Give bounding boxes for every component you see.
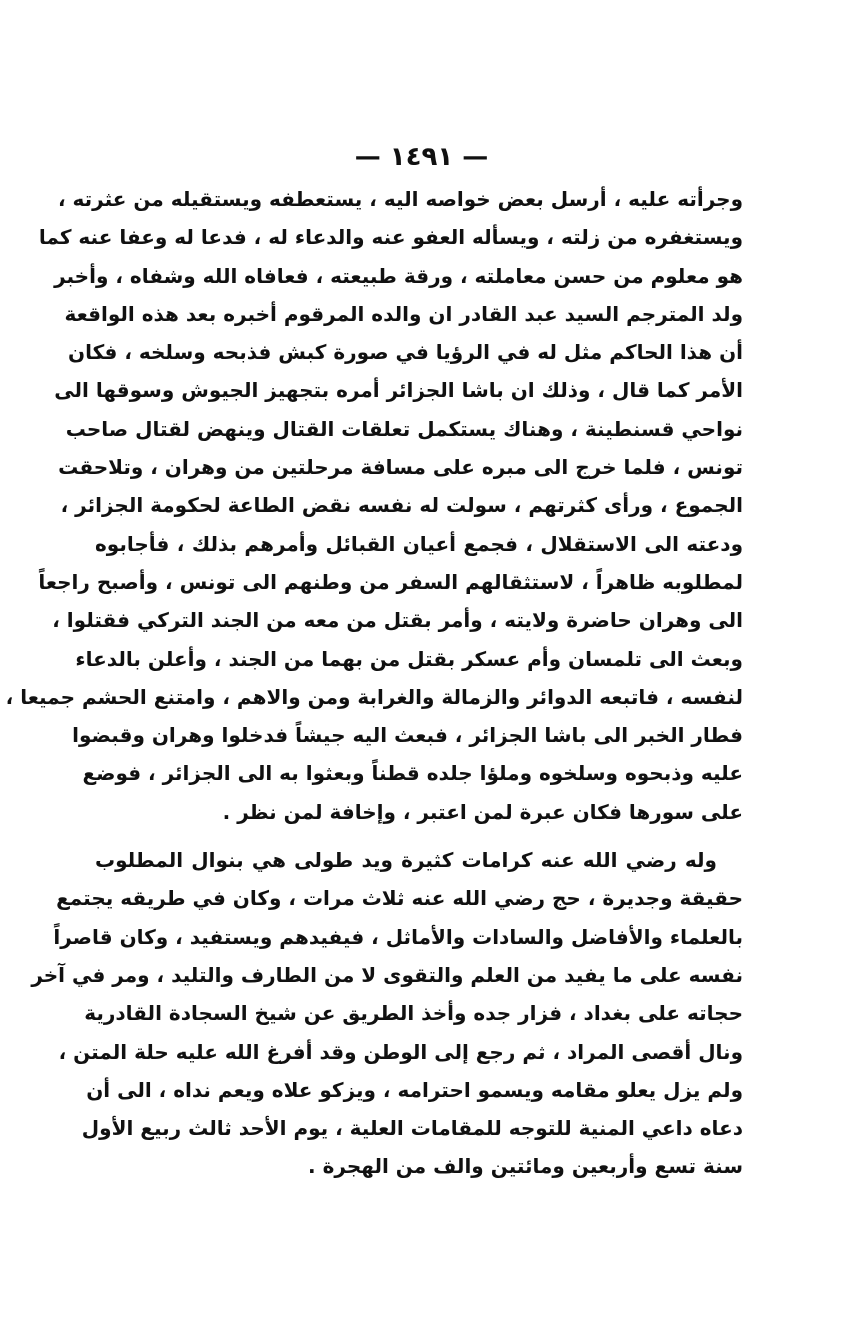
text-line: الجموع ، ورأى كثرتهم ، سولت له نفسه نقض الطاعة لحكومة الجزائر ، <box>60 493 743 518</box>
text-line: بالعلماء والأفاضل والسادات والأماثل ، فيفيدهم ويستفيد ، وكان قاصراً <box>53 924 743 949</box>
text-line: سنة تسع وأربعين ومائتين والف من الهجرة . <box>308 1154 743 1179</box>
text-line: لنفسه ، فاتبعه الدوائر والزمالة والغرابة ومن والاهم ، وامتنع الحشم جميعا ، <box>5 684 743 709</box>
text-line: فطار الخبر الى باشا الجزائر ، فبعث اليه جيشاً فدخلوا وهران وقبضوا <box>72 723 743 748</box>
text-line: وبعث الى تلمسان وأم عسكر بقتل من بهما من الجند ، وأعلن بالدعاء <box>75 646 743 671</box>
text-line: عليه وذبحوه وسلخوه وملؤا جلده قطناً وبعثوا به الى الجزائر ، فوضع <box>82 761 743 786</box>
text-line: ولد المترجم السيد عبد القادر ان والده المرقوم أخبره بعد هذه الواقعة <box>64 301 743 326</box>
text-line: دعاه داعي المنية للتوجه للمقامات العلية ، يوم الأحد ثالث ربيع الأول <box>81 1116 743 1141</box>
page-number: — ١٤٩١ — <box>354 142 489 172</box>
text-line: نفسه على ما يفيد من العلم والتقوى لا من الطارف والتليد ، ومر في آخر <box>31 962 743 987</box>
text-line: على سورها فكان عبرة لمن اعتبر ، وإخافة لمن نظر . <box>222 799 743 824</box>
text-line: هو معلوم من حسن معاملته ، ورقة طبيعته ، فعافاه الله وشفاه ، وأخبر <box>54 263 743 288</box>
text-line: وله رضي الله عنه كرامات كثيرة ويد طولى هي بنوال المطلوب <box>95 848 717 873</box>
paragraph <box>31 841 743 1186</box>
text-line: نواحي قسنطينة ، وهناك يستكمل تعلقات القتال وينهض لقتال صاحب <box>65 416 743 441</box>
text-line: حقيقة وجديرة ، حج رضي الله عنه ثلاث مرات ، وكان في طريقه يجتمع <box>56 886 743 911</box>
text-body <box>5 180 743 1186</box>
text-line: ويستغفره من زلته ، ويسأله العفو عنه والدعاء له ، فدعا له وعفا عنه كما <box>38 225 743 250</box>
text-line: الأمر كما قال ، وذلك ان باشا الجزائر أمره بتجهيز الجيوش وسوقها الى <box>54 378 743 403</box>
text-line: تونس ، فلما خرج الى مبره على مسافة مرحلتين من وهران ، وتلاحقت <box>58 455 743 480</box>
text-line: أن هذا الحاكم مثل له في الرؤيا في صورة كبش فذبحه وسلخه ، فكان <box>68 340 743 365</box>
paragraph <box>5 180 743 831</box>
text-line: ولم يزل يعلو مقامه ويسمو احترامه ، ويزكو علاه ويعم نداه ، الى أن <box>86 1077 743 1102</box>
text-line: حجاته على بغداد ، فزار جده وأخذ الطريق عن شيخ السجادة القادرية <box>84 1001 743 1026</box>
text-line: ونال أقصى المراد ، ثم رجع إلى الوطن وقد أفرغ الله عليه حلة المتن ، <box>58 1039 743 1064</box>
text-line: وجرأته عليه ، أرسل بعض خواصه اليه ، يستعطفه ويستقيله من عثرته ، <box>57 187 743 211</box>
text-line: ودعته الى الاستقلال ، فجمع أعيان القبائل وأمرهم بذلك ، فأجابوه <box>95 531 743 556</box>
paragraph-gap <box>95 831 743 841</box>
text-line: لمطلوبه ظاهراً ، لاستثقالهم السفر من وطنهم الى تونس ، وأصبح راجعاً <box>38 569 743 594</box>
text-line: الى وهران حاضرة ولايته ، وأمر بقتل من معه من الجند التركي فقتلوا ، <box>52 608 743 633</box>
